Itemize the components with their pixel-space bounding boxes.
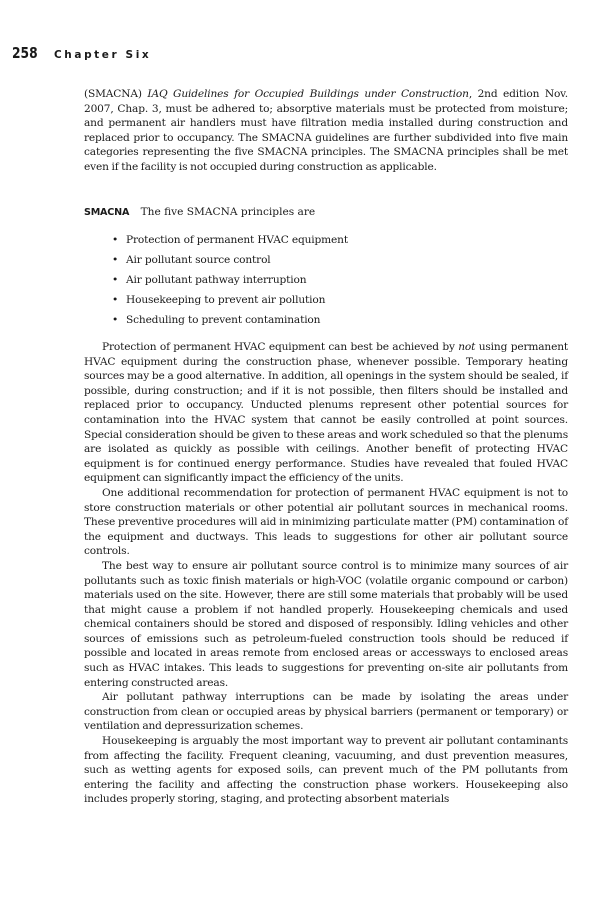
paragraph-source-control: The best way to ensure air pollutant source control is to minimize many sources of air pollutants such as toxic finish materials or high-VOC (volatile organic compound or carbon) materials used on the site. However, there are still some materials that probably will be used that might cause a problem if not handled properly. Housekeeping chemicals and used chemical containers should be stored and disposed of responsibly. Idling vehicles and other sources of emissions such as petroleum-fueled construction tools should be reduced if possible and located in areas remote from enclosed areas or accessways to enclosed areas such as HVAC intakes. This leads to suggestions for preventing on-site air pollutants from entering constructed areas. <box>84 559 568 689</box>
smacna-heading <box>84 205 315 221</box>
list-item <box>112 312 348 332</box>
list-item <box>112 292 348 312</box>
list-item-text: Scheduling to prevent contamination <box>126 314 321 326</box>
paragraph-text: using permanent HVAC equipment during the construction phase, whenever possible. Temporary heating sources may be a good alternative. In addition, all openings in the system should be sealed, if possible, during construction; and if it is not possible, then filters should be installed and replaced prior to occupancy. Unducted plenums represent other potential sources for contamination into the HVAC system that cannot be easily controlled at point sources. Special consideration should be given to these areas and work scheduled so that the plenums are isolated as quickly as possible with ceilings. Another benefit of protecting HVAC equipment is for continued energy performance. Studies have revealed that fouled HVAC equipment can significantly impact the efficiency of the units. <box>84 341 568 485</box>
chapter-title: Chapter Six <box>54 49 152 61</box>
bullet-icon: • <box>112 234 119 246</box>
list-item-text: Air pollutant pathway interruption <box>126 274 307 286</box>
list-item-text: Air pollutant source control <box>126 254 271 266</box>
page-header <box>12 44 151 62</box>
guideline-title: IAQ Guidelines for Occupied Buildings under Construction <box>147 88 469 100</box>
paragraph-hvac-protection <box>84 340 568 486</box>
intro-body: , 2nd edition Nov. 2007, Chap. 3, must be adhered to; absorptive materials must be protected from moisture; and permanent air handlers must have filtration media installed during construction and replaced prior to occupancy. The SMACNA guidelines are further subdivided into five main categories representing the five SMACNA principles. The SMACNA principles shall be met even if the facility is not occupied during construction as applicable. <box>84 88 568 173</box>
bullet-icon: • <box>112 314 119 326</box>
bullet-icon: • <box>112 294 119 306</box>
smacna-heading-text: The five SMACNA principles are <box>140 206 316 218</box>
list-item-text: Protection of permanent HVAC equipment <box>126 234 348 246</box>
intro-prefix: (SMACNA) <box>84 88 148 100</box>
bullet-icon: • <box>112 254 119 266</box>
paragraph-storage: One additional recommendation for protection of permanent HVAC equipment is not to store construction materials or other potential air pollutant sources in mechanical rooms. These preventive procedures will aid in minimizing particulate matter (PM) contamination of the equipment and ductways. This leads to suggestions for other air pollutant source controls. <box>84 486 568 558</box>
list-item <box>112 252 348 272</box>
paragraph-housekeeping: Housekeeping is arguably the most important way to prevent air pollutant contaminants from affecting the facility. Frequent cleaning, vacuuming, and dust prevention measures, such as wetting agents for exposed soils, can prevent much of the PM pollutants from entering the facility and affecting the construction phase workers. Housekeeping also includes properly storing, staging, and protecting absorbent materials <box>84 735 568 806</box>
body-text <box>84 340 568 807</box>
paragraph-text: Protection of permanent HVAC equipment can best be achieved by <box>102 341 459 353</box>
paragraph-pathway: Air pollutant pathway interruptions can be made by isolating the areas under construction from clean or occupied areas by physical barriers (permanent or temporary) or ventilation and depressurization schemes. <box>84 691 568 733</box>
page-number: 258 <box>12 44 38 62</box>
list-item <box>112 232 348 252</box>
emphasis-not: not <box>458 341 476 353</box>
list-item-text: Housekeeping to prevent air pollution <box>126 294 326 306</box>
principles-list <box>112 232 348 332</box>
intro-paragraph <box>84 87 568 175</box>
smacna-tag: SMACNA <box>84 207 130 218</box>
bullet-icon: • <box>112 274 119 286</box>
list-item <box>112 272 348 292</box>
